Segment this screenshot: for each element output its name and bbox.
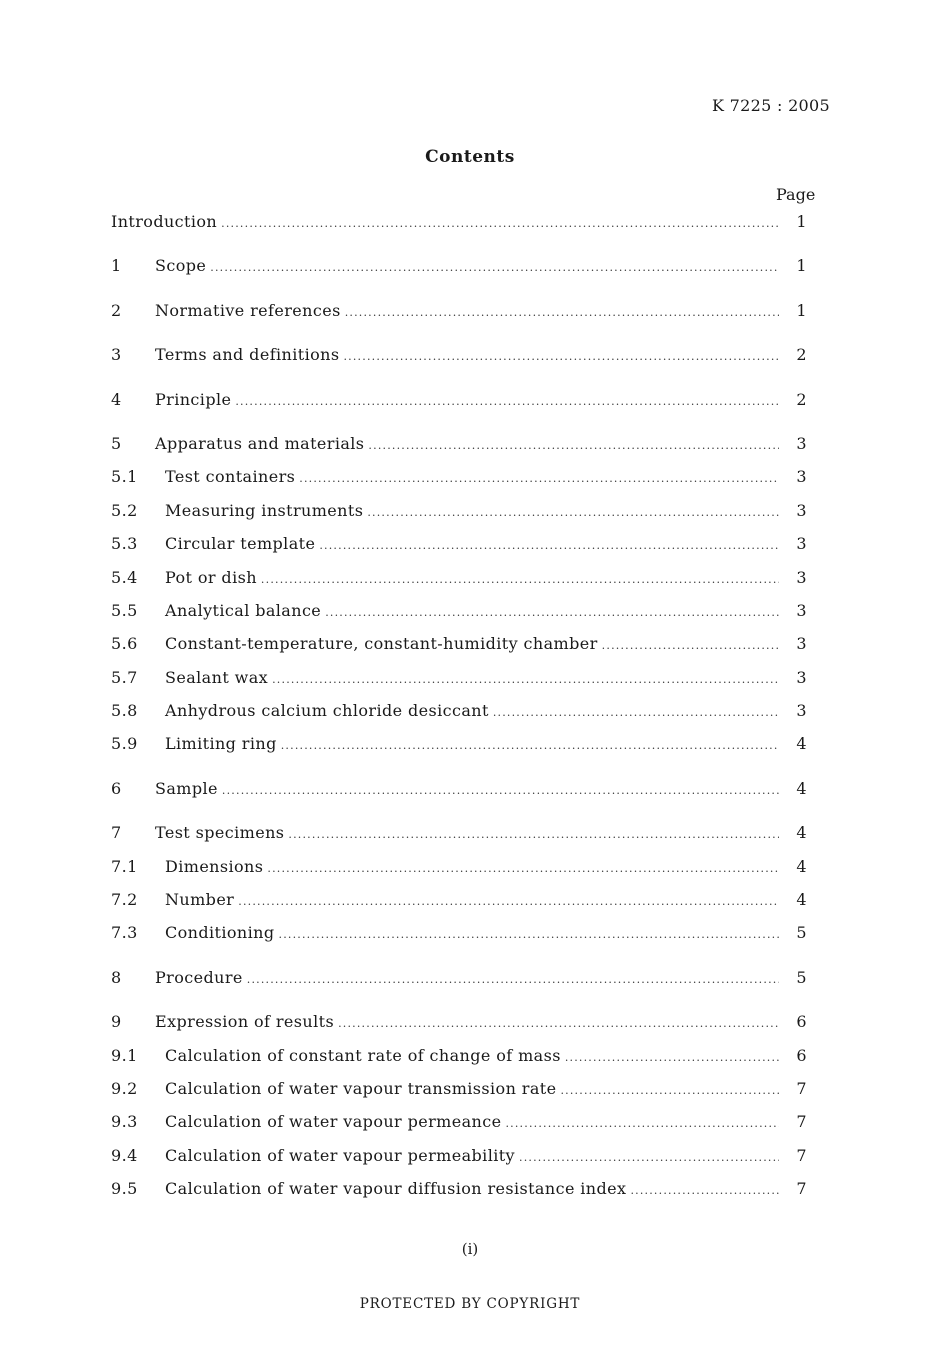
toc-entry-number: 7.1: [111, 856, 138, 876]
toc-entry[interactable]: [111, 427, 821, 460]
toc-entry[interactable]: [111, 772, 821, 805]
toc-entry-page: 3: [796, 500, 807, 520]
dot-leader: [325, 596, 779, 629]
toc-entry-number: 6: [111, 778, 122, 798]
toc-entry-title: Normative references: [155, 300, 341, 320]
copyright-notice: PROTECTED BY COPYRIGHT: [359, 1296, 581, 1312]
toc-entry-page: 4: [796, 823, 807, 843]
toc-entry-number: 5.2: [111, 500, 138, 520]
toc-entry-page: 1: [796, 212, 807, 231]
toc-entry-title: Expression of results: [155, 1012, 335, 1032]
toc-entry[interactable]: [111, 494, 821, 527]
dot-leader: [288, 818, 779, 851]
toc-entry-title: Constant-temperature, constant-humidity chamber: [165, 634, 598, 654]
toc-entry-title: Calculation of water vapour transmission rate: [165, 1078, 557, 1098]
toc-entry-number: 5.9: [111, 734, 138, 754]
toc-entry[interactable]: [111, 961, 821, 994]
toc-entry[interactable]: [111, 249, 821, 282]
toc-entry-number: 5.6: [111, 634, 138, 654]
toc-entry-number: 8: [111, 967, 122, 987]
toc-entry-number: 2: [111, 300, 122, 320]
toc-entry-page: 7: [796, 1145, 807, 1165]
toc-entry-title: Pot or dish: [165, 567, 257, 587]
toc-entry[interactable]: [111, 1005, 821, 1038]
toc-entry-page: 7: [796, 1112, 807, 1132]
toc-entry[interactable]: [111, 205, 821, 238]
toc-entry-page: 1: [796, 256, 807, 276]
toc-entry[interactable]: [111, 594, 821, 627]
dot-leader: [560, 1074, 779, 1107]
toc-entry[interactable]: [111, 1039, 821, 1072]
document-code: K 7225 : 2005: [712, 96, 830, 115]
dot-leader: [272, 663, 779, 696]
toc-entry-title: Principle: [155, 389, 232, 409]
toc-entry[interactable]: [111, 816, 821, 849]
toc-entry-number: 9.3: [111, 1112, 138, 1132]
toc-entry-title: Introduction: [111, 212, 218, 231]
toc-entry[interactable]: [111, 1105, 821, 1138]
dot-leader: [247, 963, 779, 996]
toc-entry-title: Test specimens: [155, 823, 285, 843]
dot-leader: [565, 1041, 779, 1074]
dot-leader: [343, 340, 779, 373]
toc-entry-number: 7.3: [111, 923, 138, 943]
toc-entry-page: 2: [796, 389, 807, 409]
toc-entry[interactable]: [111, 294, 821, 327]
dot-leader: [281, 729, 779, 762]
toc-entry-title: Dimensions: [165, 856, 264, 876]
toc-entry-title: Terms and definitions: [155, 345, 340, 365]
toc-entry[interactable]: [111, 338, 821, 371]
toc-entry-page: 3: [796, 634, 807, 654]
toc-entry-page: 3: [796, 701, 807, 721]
toc-entry-page: 6: [796, 1012, 807, 1032]
toc-entry-page: 5: [796, 923, 807, 943]
page-title: Contents: [425, 147, 515, 167]
toc-entry-number: 7.2: [111, 890, 138, 910]
dot-leader: [279, 918, 780, 951]
dot-leader: [630, 1174, 779, 1207]
toc-entry-page: 7: [796, 1078, 807, 1098]
toc-entry-number: 9.5: [111, 1179, 138, 1199]
toc-entry-title: Apparatus and materials: [155, 433, 365, 453]
dot-leader: [367, 496, 779, 529]
dot-leader: [238, 885, 779, 918]
dot-leader: [235, 385, 779, 418]
page-folio: (i): [461, 1240, 479, 1258]
toc-entry[interactable]: [111, 694, 821, 727]
toc-entry-page: 4: [796, 778, 807, 798]
table-of-contents: [111, 205, 821, 1206]
toc-entry-title: Calculation of water vapour permeability: [165, 1145, 515, 1165]
toc-entry-number: 9: [111, 1012, 122, 1032]
dot-leader: [210, 251, 779, 284]
toc-entry-title: Sample: [155, 778, 218, 798]
dot-leader: [493, 696, 779, 729]
page-column-heading: Page: [776, 185, 816, 204]
dot-leader: [519, 1141, 779, 1174]
toc-entry-number: 9.2: [111, 1078, 138, 1098]
toc-entry-title: Sealant wax: [165, 667, 269, 687]
toc-entry-number: 5: [111, 433, 122, 453]
toc-entry[interactable]: [111, 561, 821, 594]
toc-entry-title: Test containers: [165, 467, 296, 487]
toc-entry-number: 1: [111, 256, 122, 276]
dot-leader: [505, 1107, 779, 1140]
toc-entry-title: Conditioning: [165, 923, 275, 943]
dot-leader: [319, 529, 779, 562]
toc-entry-number: 5.1: [111, 467, 138, 487]
toc-entry-title: Calculation of constant rate of change of mass: [165, 1045, 561, 1065]
toc-entry[interactable]: [111, 627, 821, 660]
dot-leader: [267, 852, 779, 885]
toc-entry-title: Calculation of water vapour permeance: [165, 1112, 502, 1132]
toc-entry-title: Number: [165, 890, 235, 910]
dot-leader: [368, 429, 779, 462]
toc-entry[interactable]: [111, 383, 821, 416]
toc-entry-number: 5.4: [111, 567, 138, 587]
toc-entry-page: 6: [796, 1045, 807, 1065]
dot-leader: [602, 629, 779, 662]
dot-leader: [299, 462, 779, 495]
toc-entry[interactable]: [111, 460, 821, 493]
toc-entry-number: 7: [111, 823, 122, 843]
toc-entry-page: 3: [796, 600, 807, 620]
dot-leader: [345, 296, 779, 329]
toc-entry-title: Calculation of water vapour diffusion resistance index: [165, 1179, 627, 1199]
toc-entry[interactable]: [111, 1139, 821, 1172]
toc-entry-title: Limiting ring: [165, 734, 277, 754]
toc-entry[interactable]: [111, 883, 821, 916]
toc-entry-title: Measuring instruments: [165, 500, 364, 520]
toc-entry-page: 7: [796, 1179, 807, 1199]
toc-entry-page: 4: [796, 734, 807, 754]
toc-entry-number: 5.8: [111, 701, 138, 721]
toc-entry[interactable]: [111, 1172, 821, 1205]
toc-entry-number: 5.3: [111, 534, 138, 554]
toc-entry-page: 2: [796, 345, 807, 365]
toc-entry[interactable]: [111, 727, 821, 760]
toc-entry-number: 5.5: [111, 600, 138, 620]
toc-entry-number: 5.7: [111, 667, 138, 687]
toc-entry-number: 4: [111, 389, 122, 409]
toc-entry-title: Procedure: [155, 967, 243, 987]
toc-entry[interactable]: [111, 527, 821, 560]
toc-entry[interactable]: [111, 1072, 821, 1105]
toc-entry-page: 3: [796, 567, 807, 587]
toc-entry-page: 4: [796, 890, 807, 910]
toc-entry[interactable]: [111, 850, 821, 883]
toc-entry-page: 1: [796, 300, 807, 320]
toc-entry-page: 4: [796, 856, 807, 876]
toc-entry-page: 3: [796, 534, 807, 554]
dot-leader: [261, 563, 779, 596]
dot-leader: [338, 1007, 779, 1040]
dot-leader: [221, 207, 779, 240]
toc-entry-page: 3: [796, 467, 807, 487]
dot-leader: [222, 774, 779, 807]
toc-entry-page: 3: [796, 433, 807, 453]
toc-entry-title: Anhydrous calcium chloride desiccant: [165, 701, 489, 721]
toc-entry-number: 3: [111, 345, 122, 365]
toc-entry-title: Analytical balance: [165, 600, 322, 620]
toc-entry[interactable]: [111, 661, 821, 694]
toc-entry-page: 5: [796, 967, 807, 987]
toc-entry-title: Circular template: [165, 534, 316, 554]
toc-entry-page: 3: [796, 667, 807, 687]
toc-entry-number: 9.4: [111, 1145, 138, 1165]
toc-entry[interactable]: [111, 916, 821, 949]
toc-entry-number: 9.1: [111, 1045, 138, 1065]
toc-entry-title: Scope: [155, 256, 207, 276]
